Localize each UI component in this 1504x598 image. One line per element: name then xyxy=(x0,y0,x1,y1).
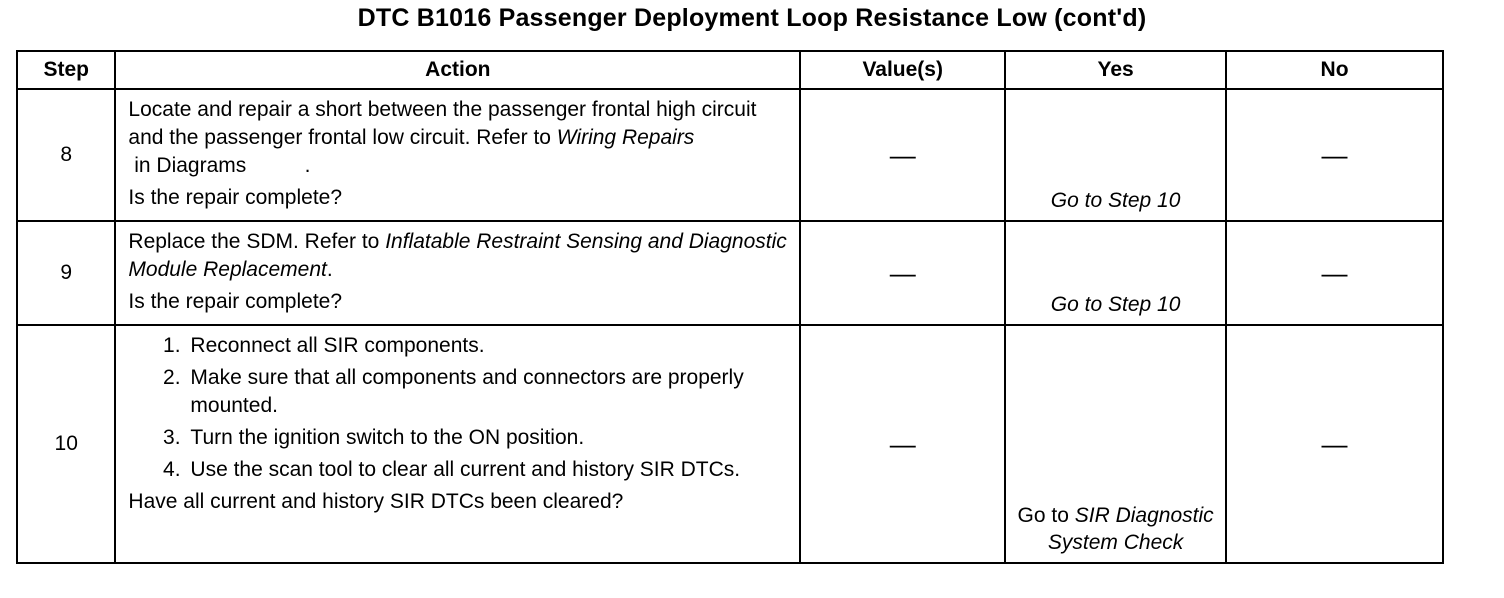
action-cell xyxy=(115,89,800,221)
substep-item: 2. Make sure that all components and connectors are properly mounted. xyxy=(186,364,789,420)
wiring-repairs-reference: Wiring Repairs xyxy=(556,126,695,149)
yes-cell: Go to SIR Diagnostic System Check xyxy=(1005,325,1226,563)
action-cell xyxy=(115,221,800,325)
step-number: 8 xyxy=(17,89,115,221)
header-value: Value(s) xyxy=(800,51,1005,89)
action-text: Locate and repair a short between the passenger frontal high circuit and the passenger frontal low circuit. Refer to Wiring Repairs in Diagrams . xyxy=(128,98,757,177)
action-question: Is the repair complete? xyxy=(128,290,343,313)
substep-item: 4. Use the scan tool to clear all current and history SIR DTCs. xyxy=(186,456,789,484)
sdm-replacement-reference: Inflatable Restraint Sensing and Diagnostic Module Replacement xyxy=(128,230,787,281)
no-cell: — xyxy=(1226,89,1443,221)
substep-item: 3. Turn the ignition switch to the ON position. xyxy=(186,424,789,452)
action-question: Have all current and history SIR DTCs been cleared? xyxy=(128,490,624,513)
no-cell: — xyxy=(1226,325,1443,563)
action-question: Is the repair complete? xyxy=(128,186,343,209)
header-no: No xyxy=(1226,51,1443,89)
table-row xyxy=(17,89,1443,221)
substep-item: 1. Reconnect all SIR components. xyxy=(186,332,789,360)
step-number: 10 xyxy=(17,325,115,563)
step-number: 9 xyxy=(17,221,115,325)
substep-list xyxy=(128,332,789,484)
yes-cell: Go to Step 10 xyxy=(1005,221,1226,325)
page-title: DTC B1016 Passenger Deployment Loop Resistance Low (cont'd) xyxy=(357,4,1147,32)
value-cell: — xyxy=(800,89,1005,221)
table-row xyxy=(17,325,1443,563)
diagnostic-table xyxy=(16,50,1444,564)
value-cell: — xyxy=(800,325,1005,563)
header-step: Step xyxy=(17,51,115,89)
value-cell: — xyxy=(800,221,1005,325)
table-row xyxy=(17,221,1443,325)
no-cell: — xyxy=(1226,221,1443,325)
table-header-row xyxy=(17,51,1443,89)
sir-diagnostic-reference: SIR Diagnostic System Check xyxy=(1047,504,1214,554)
header-action: Action xyxy=(115,51,800,89)
action-cell xyxy=(115,325,800,563)
yes-cell: Go to Step 10 xyxy=(1005,89,1226,221)
action-text: Replace the SDM. Refer to Inflatable Restraint Sensing and Diagnostic Module Replacement. xyxy=(128,230,787,281)
header-yes: Yes xyxy=(1005,51,1226,89)
